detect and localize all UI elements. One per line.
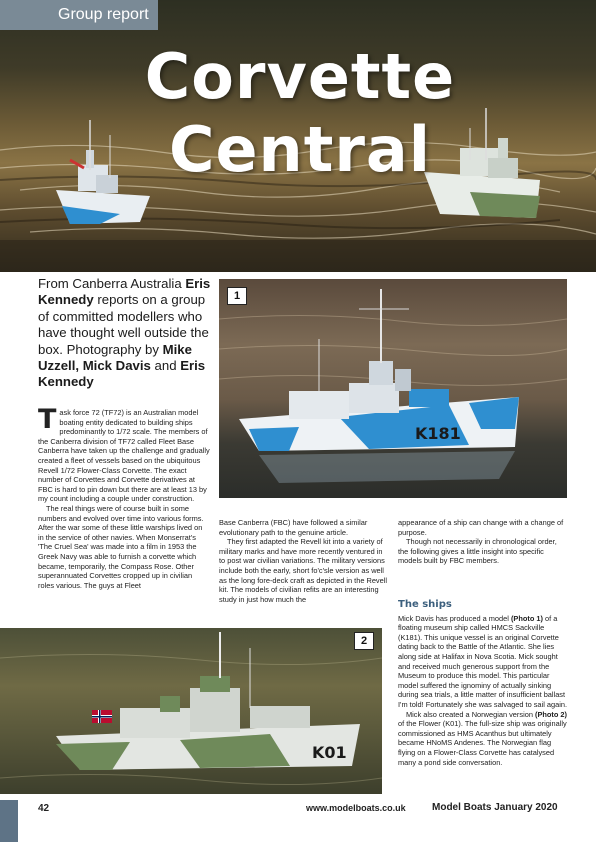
- page-number: 42: [38, 803, 50, 814]
- section-tag: [0, 0, 158, 30]
- body-paragraph: [38, 404, 210, 504]
- photo-reference: (Photo 2): [534, 709, 568, 719]
- body-column-1: [38, 404, 210, 590]
- body-paragraph: [398, 614, 568, 710]
- footer-magazine-issue: Model Boats January 2020: [432, 802, 558, 813]
- drop-cap: T: [38, 404, 57, 435]
- standfirst-photographer-1: Mike Uzzell, Mick Davis: [38, 341, 192, 374]
- body-text: ask force 72 (TF72) is an Australian model boating entity dedicated to building ships predominantly to 1/72 scale. The members of the Canberra division of TF72 called Fleet Base Canberra have taken up the challenge and gradually created a fleet of vessels based on the ubiquitous Revell 1/72 Flower-Class Corvette. The exact number of Corvettes and Corvette derivatives at FBC is hard to pin down but there are at least 13 by my count including a couple under construction.: [38, 408, 210, 504]
- footer-accent-bar: [0, 800, 18, 842]
- body-paragraph: They first adapted the Revell kit into a variety of military marks and have more recently ventured in to post war civilian variations. The military versions include both the early, short fo'c'sle version as well as the long fore-deck craft as depicted in the Revell kit. The models of civilian refits are an interesting study in just how much the: [219, 537, 388, 604]
- standfirst-lead: From Canberra Australia: [38, 276, 186, 291]
- photo-1: [219, 279, 567, 498]
- photo-2-hull-code: K01: [312, 743, 347, 762]
- body-paragraph: The real things were of course built in some numbers and evolved over time into various forms. After the war some of these little warships lived on in the service of other navies. When Monserrat's 'The Cruel Sea' was made into a film in 1953 the Greek Navy was able to furnish a corvette which became, temporarily, the Compass Rose. Other superannuated Corvettes cropped up in civilian roles various. The guys at Fleet: [38, 503, 204, 590]
- body-text: Mick also created a Norwegian version: [406, 709, 535, 719]
- body-paragraph: appearance of a ship can change with a change of purpose.: [398, 518, 564, 537]
- standfirst: [38, 276, 214, 391]
- photo-1-hull-code: K181: [415, 424, 461, 443]
- body-paragraph: [398, 710, 568, 768]
- body-paragraph: Base Canberra (FBC) have followed a similar evolutionary path to the genuine article.: [219, 518, 368, 537]
- standfirst-middle: reports on a group of committed modellers who have thought well outside the box. Photography by: [38, 292, 209, 357]
- standfirst-and: and: [150, 358, 181, 374]
- photo-1-illustration: [219, 279, 567, 498]
- body-column-4: [398, 600, 568, 767]
- photo-2-number: 2: [354, 632, 374, 650]
- body-paragraph: Though not necessarily in chronological order, the following gives a little insight into specific models built by FBC members.: [398, 537, 557, 566]
- subhead-the-ships: The ships: [398, 599, 452, 610]
- photo-1-number: 1: [227, 287, 247, 305]
- standfirst-photographer-2: Eris Kennedy: [38, 358, 206, 390]
- body-text: Mick Davis has produced a model: [398, 613, 511, 623]
- photo-reference: (Photo 1): [510, 613, 543, 623]
- photo-2: [0, 628, 382, 794]
- section-tag-label: Group report: [58, 6, 149, 23]
- page-title: Corvette Central: [144, 40, 456, 186]
- body-column-3: [398, 518, 568, 566]
- norwegian-flag-icon: [92, 710, 112, 723]
- footer-website-link[interactable]: www.modelboats.co.uk: [306, 803, 406, 813]
- body-text: of a floating museum ship called HMCS Sackville (K181). This unique vessel is an original Corvette dating back to the Battle of the Atlantic. She lies along side at Halifax in Nova Scotia. Mick sought and received much generous support from the Museum to produce this model. This particular model suffered the ignominy of actually sinking during sea trials, a little matter of insufficient ballast I'm told! Fortunately she was salvaged to sail again.: [398, 613, 568, 709]
- body-text: of the Flower (K01). The full-size ship was originally commissioned as HMS Acanthus but ultimately became HNoMS Andenes. The Norwegian flag flying on a Flower-Class Corvette has catalysed many a pond side conversation.: [398, 719, 567, 767]
- photo-2-illustration: [0, 628, 382, 794]
- standfirst-author: Eris Kennedy: [38, 276, 211, 308]
- body-column-2: [219, 518, 389, 604]
